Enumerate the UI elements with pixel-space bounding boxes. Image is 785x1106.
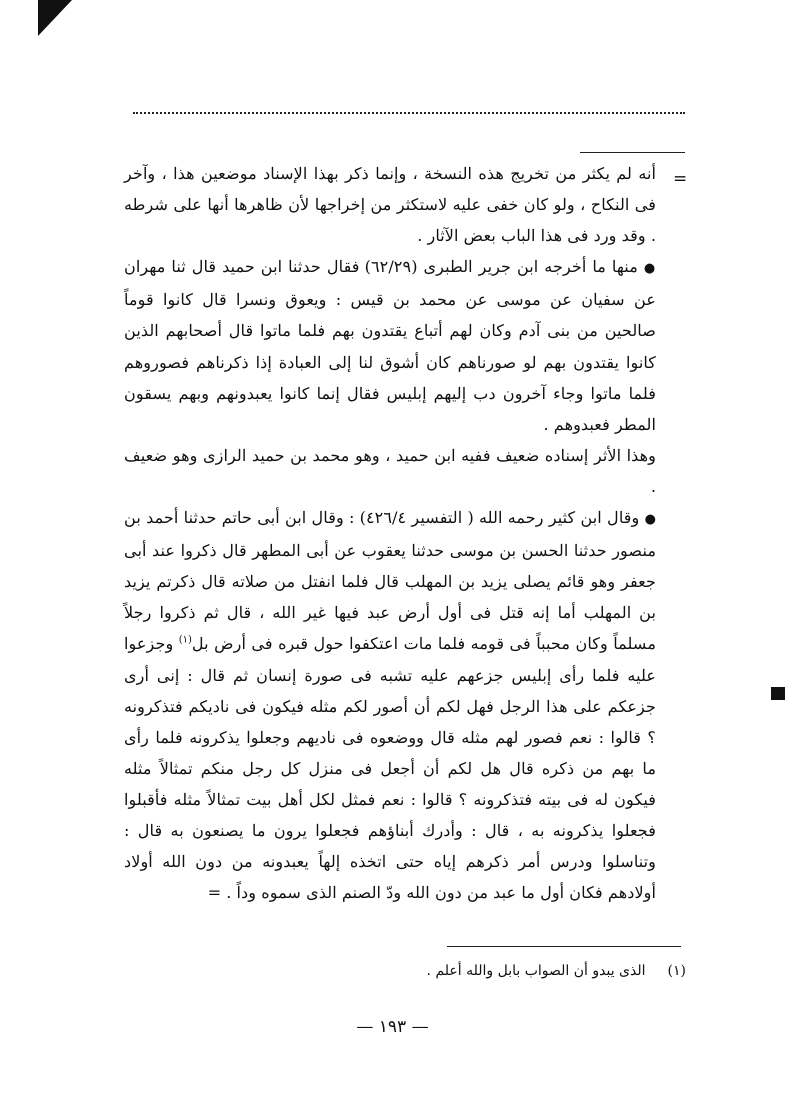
dotted-separator	[133, 112, 685, 114]
header-rule	[580, 152, 685, 153]
paragraph-ibn-kathir	[124, 502, 656, 908]
paragraph-ibn-kathir-text: وقال ابن كثير رحمه الله ( التفسير ٤٢٦/٤) : وقال ابن أبى حاتم حدثنا أحمد بن منصور حدثنا الحسن بن موسى حدثنا يعقوب عن أبى المطهر قال ذكروا عند أبى جعفر وهو قائم يصلى يزيد بن المهلب قال فلما انفتل من صلاته قال ذكرتم يزيد بن المهلب أما إنه قتل فى أول أرض عبد فيها غير الله ، قال ثم ذكروا رجلاً مسلماً وكان محبباً فى قومه فلما مات اعتكفوا حول قبره فى أرض بل	[124, 508, 656, 654]
bullet-icon: ●	[644, 512, 657, 528]
page-number: — ١٩٣ —	[356, 1017, 429, 1037]
bullet-icon: ●	[643, 261, 657, 277]
paragraph-tabari	[124, 251, 656, 440]
paragraph-isnad-note: وهذا الأثر إسناده ضعيف ففيه ابن حميد ، وهو محمد بن حميد الرازى وهو ضعيف .	[124, 445, 656, 496]
footnote	[380, 960, 686, 982]
corner-mark	[38, 0, 72, 36]
paragraph-ibn-kathir-cont: وجزعوا عليه فلما رأى إبليس جزعهم عليه تشبه فى صورة إنسان ثم قال : إنى أرى جزعكم على هذا الرجل فهل لكم أن أصور لكم مثله فيكون فى ناديكم فتذكرونه ؟ قالوا : نعم فصور لهم مثله قال ووضعوه فى ناديهم وجعلوا يذكرونه فلما رأى ما بهم من ذكره قال هل لكم أن أجعل فى منزل كل رجل منكم تمثالاً مثله فيكون له فى بيته فتذكرونه ؟ قالوا : نعم فمثل لكل أهل بيت تمثالاً مثله فأقبلوا فجعلوا يذكرونه به ، قال : وأدرك أبناؤهم فجعلوا يرون ما يصنعون به قال : وتناسلوا ودرس أمر ذكرهم إياه حتى اتخذه إلهاً يعبدونه من دون الله أولاد أولادهم فكان أول ما عبد من دون الله ودّ الصنم الذى سموه وداً . =	[124, 634, 656, 903]
footnote-separator	[447, 946, 681, 947]
footnote-ref[interactable]: (١)	[178, 635, 192, 647]
continuation-mark: =	[673, 169, 688, 189]
paragraph-tabari-text: منها ما أخرجه ابن جرير الطبرى (٦٢/٢٩) فقال حدثنا ابن حميد قال ثنا مهران عن سفيان عن موسى عن محمد بن قيس : ويعوق ونسرا قال كانوا قوماً صالحين من بنى آدم وكان لهم أتباع يقتدون بهم فلما ماتوا قال أصحابهم الذين كانوا يقتدون بهم لو صورناهم كان أشوق لنا إلى العبادة إذا ذكرناهم فصوروهم فلما ماتوا وجاء آخرون دب إليهم إبليس فقال إنما كانوا يعبدونهم وبهم يسقون المطر فعبدوهم .	[124, 257, 656, 434]
footnote-number: (١)	[667, 963, 686, 979]
paragraph-intro: أنه لم يكثر من تخريج هذه النسخة ، وإنما ذكر بهذا الإسناد موضعين هذا ، وآخر فى النكاح ، ولو كان خفى عليه لاستكثر من إخراجها لأن ظاهرها أنها على شرطه . وقد ورد فى هذا الباب بعض الآثار .	[124, 164, 656, 246]
side-tab-mark	[771, 687, 785, 700]
page-body	[124, 158, 656, 908]
footnote-text: الذى يبدو أن الصواب بابل والله أعلم .	[426, 963, 646, 979]
